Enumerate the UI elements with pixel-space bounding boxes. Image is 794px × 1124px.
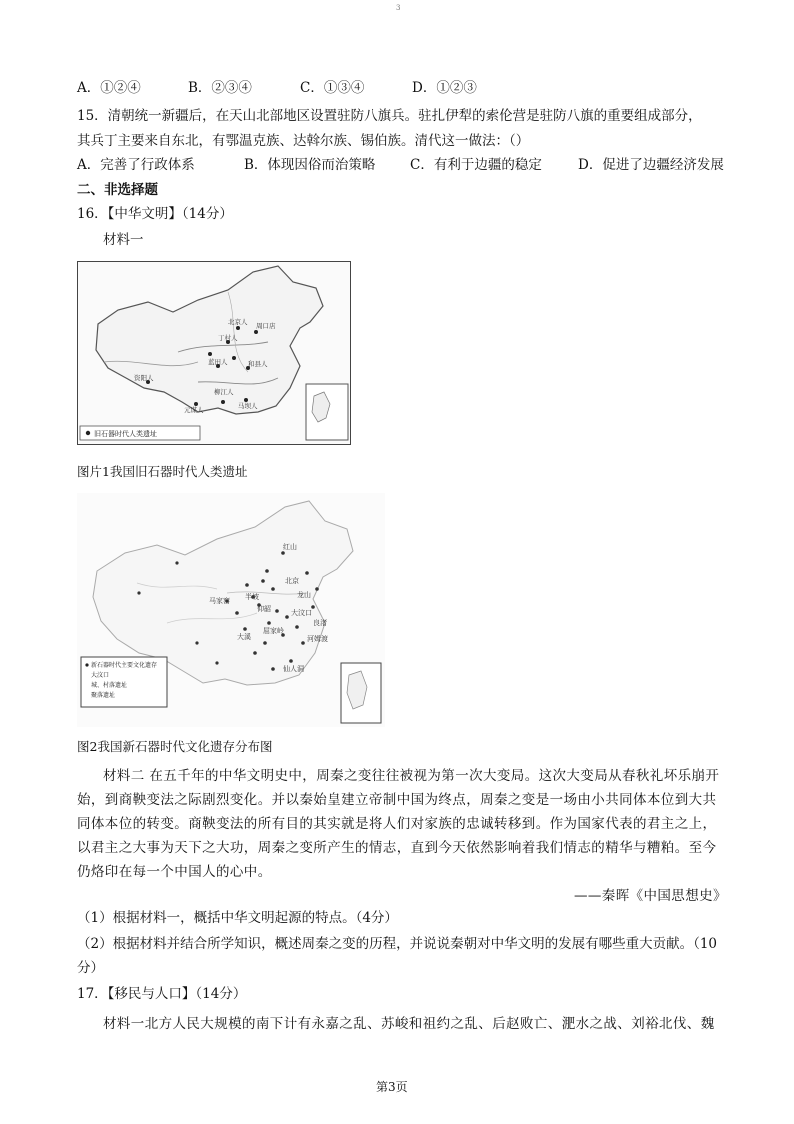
map1-site-label: 元谋人 [184,406,204,414]
neolithic-sites-map [77,493,385,727]
q15-option-b: B．体现因俗而治策略 [244,157,376,173]
page-top-mark: 3 [396,4,401,12]
q17-material1-line1: 材料一北方人民大规模的南下计有永嘉之乱、苏峻和祖约之乱、后赵败亡、淝水之战、刘裕北伐、魏 [103,1016,715,1032]
material2-line5: 仍烙印在每一个中国人的心中。 [77,864,272,880]
map1-caption: 图片1我国旧石器时代人类遗址 [77,464,248,479]
map1-site-label: 丁村人 [218,334,238,342]
material2-line1: 材料二 在五千年的中华文明史中，周秦之变往往被视为第一次大变局。这次大变局从春秋礼坏乐崩开 [103,768,720,784]
q16-title: 16．【中华文明】（14分） [77,206,233,222]
q14-option-d: D．①②③ [412,80,477,96]
map1-legend: 旧石器时代人类遗址 [94,430,157,438]
map1-site-label: 柳江人 [214,388,234,396]
map1-site-label: 资阳人 [134,374,154,382]
material2-line2: 始，到商鞅变法之际剧烈变化。并以秦始皇建立帝制中国为终点，周秦之变是一场由小共同体本位到大共 [77,792,717,808]
map2-site-label: 大溪 [237,633,251,641]
map2-legend-item: 大汶口 [91,672,110,679]
q15-stem-line2: 其兵丁主要来自东北，有鄂温克族、达斡尔族、锡伯族。清代这一做法：（） [77,133,530,149]
map2-site-label: 龙山 [297,591,311,599]
map2-site-label: 半坡 [245,593,259,601]
map2-site-label: 屈家岭 [263,627,284,635]
map2-site-label: 北京 [285,577,299,585]
map1-site-label: 周口店 [256,322,276,330]
material2-line4: 以君主之大事为天下之大功，周秦之变所产生的情志，直到今天依然影响着我们情志的精华与糟粕。至今 [77,840,717,856]
map1-site-label: 北京人 [228,318,248,326]
map2-site-label: 仙人洞 [283,665,304,673]
map1-site-label: 和县人 [248,360,268,368]
map2-caption: 图2我国新石器时代文化遗存分布图 [77,739,273,754]
q15-stem-line1: 15．清朝统一新疆后，在天山北部地区设置驻防八旗兵。驻扎伊犁的索伦营是驻防八旗的重要组成部分， [77,108,702,124]
q15-option-a: A．完善了行政体系 [77,157,195,173]
map2-site-label: 红山 [283,543,297,551]
q14-option-a: A．①②④ [77,80,141,96]
material2-line3: 同体本位的转变。商鞅变法的所有目的其实就是将人们对家族的忠诚转移到。作为国家代表的君主之上， [77,816,717,832]
map1-site-label: 蓝田人 [208,358,228,366]
paleolithic-sites-map [77,261,351,445]
material1-label: 材料一 [103,232,144,248]
map2-legend-item: 聚落遗址 [91,692,116,699]
map2-legend-item: 城、村落遗址 [91,682,128,689]
q14-option-c: C．①③④ [300,80,365,96]
map1-site-label: 马坝人 [238,402,258,410]
map2-site-label: 马家窑 [209,597,230,605]
q17-title: 17．【移民与人口】（14分） [77,986,247,1002]
material2-source: ——秦晖《中国思想史》 [574,888,727,904]
section2-title: 二、非选择题 [77,182,158,198]
q16-sub1: （1）根据材料一，概括中华文明起源的特点。（4分） [77,910,398,926]
q14-option-b: B．②③④ [188,80,252,96]
q15-option-c: C．有利于边疆的稳定 [410,157,542,173]
map2-site-label: 仰韶 [257,605,271,613]
page-number: 第3页 [376,1080,408,1094]
q16-sub2-line2: 分） [77,960,104,976]
map2-site-label: 良渚 [313,619,327,627]
map2-site-label: 大汶口 [291,609,312,617]
q16-sub2-line1: （2）根据材料并结合所学知识，概述周秦之变的历程，并说说秦朝对中华文明的发展有哪些重大贡献。（10 [77,936,718,952]
map2-legend-item: 新石器时代主要文化遗存 [91,662,158,669]
map2-site-label: 河姆渡 [307,635,328,643]
q15-option-d: D．促进了边疆经济发展 [578,157,724,173]
